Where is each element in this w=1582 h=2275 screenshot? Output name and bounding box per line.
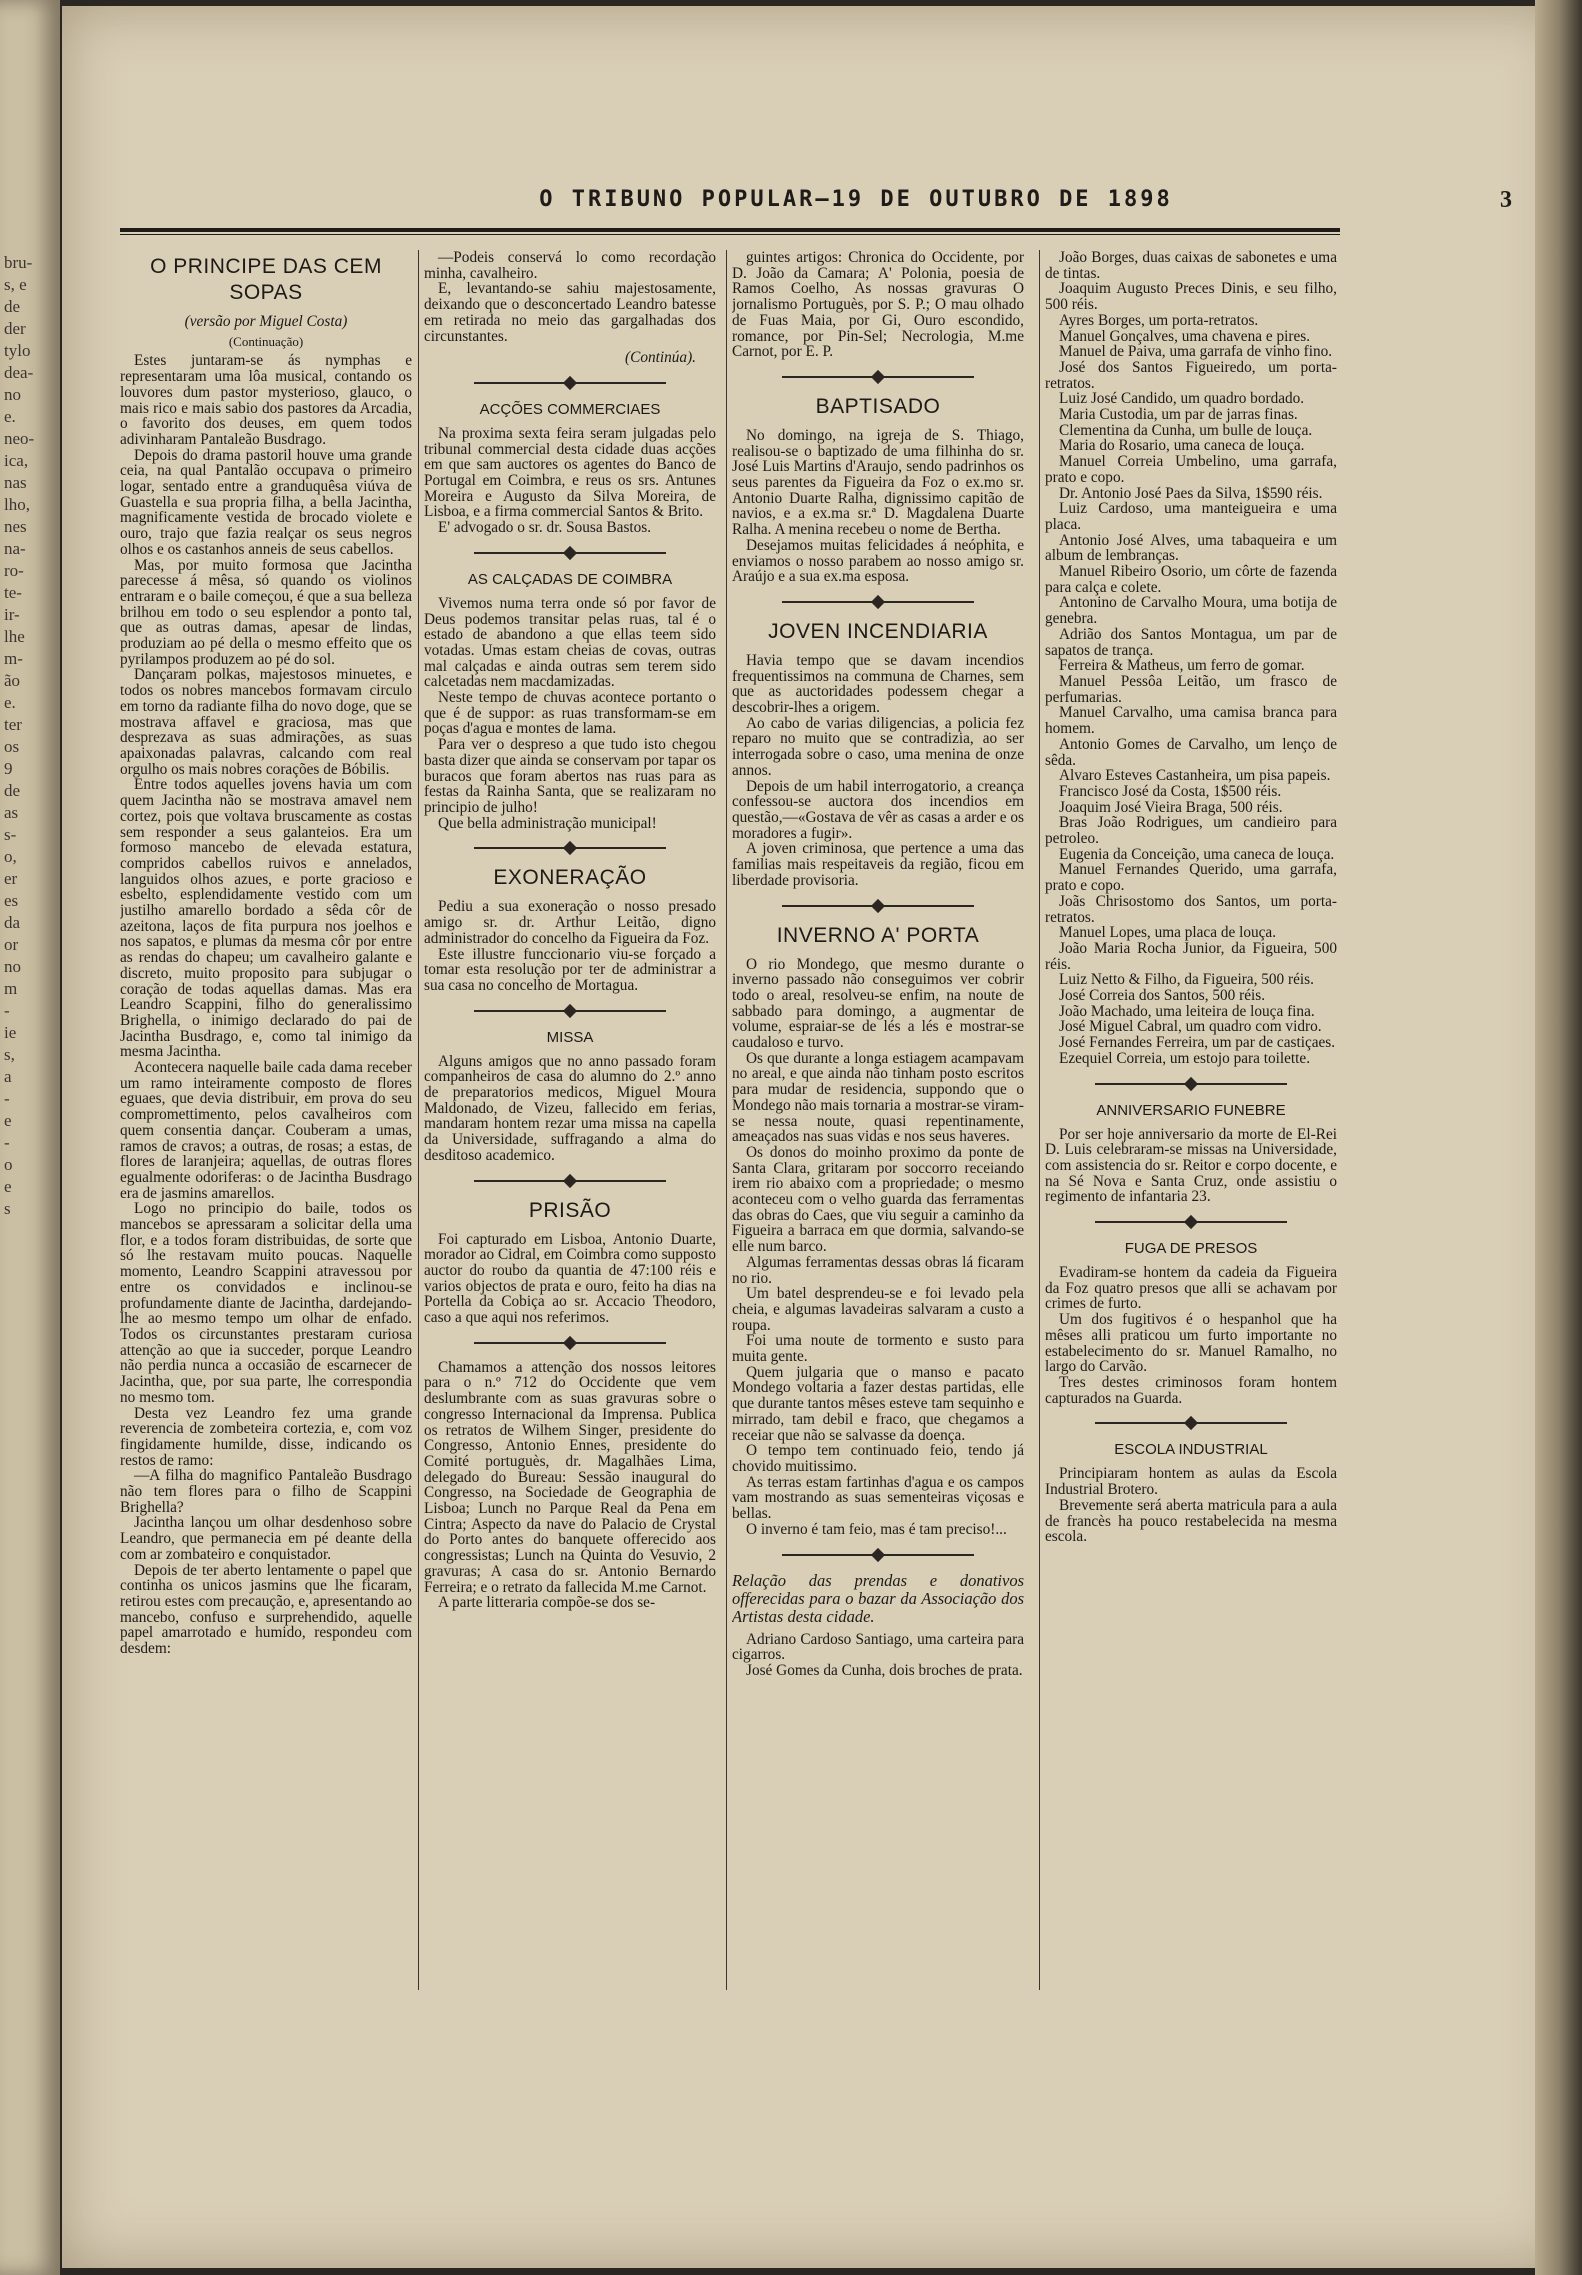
section-heading: MISSA — [546, 1028, 594, 1046]
donation-list — [1045, 250, 1337, 1067]
paragraph: Chamamos a attenção dos nossos leitores para o n.º 712 do Occidente que vem deslumbrante com as suas gravuras sobre o congresso Internacional da Imprensa. Publica os retratos de Wilhem Singer, presidente do Congresso, Antonio Ennes, presidente do Comité portuguès, dr. Magalhães Lima, delegado do Bureau: Sessão inaugural do Congresso, na Sociedade de Geographia de Lisboa; Lunch no Parque Real da Pena em Cintra; Aspecto da nave do Palacio de Crystal do Porto antes do banquete offerecido aos congressistas; Lunch na Quinta do Vesuvio, 2 gravuras; A casa do sr. Antonio Bernardo Ferreira; e o retrato da fallecida M.me Carnot. — [424, 1358, 716, 1596]
page-edge-shadow — [1535, 0, 1582, 2275]
section-heading: FUGA DE PRESOS — [1124, 1240, 1258, 1258]
paragraph: Antonio José Alves, uma tabaqueira e um album de lembranças. — [1045, 531, 1337, 565]
previous-page-edge — [0, 0, 60, 2275]
edge-fragment: lho, — [4, 495, 30, 514]
paragraph: O tempo tem continuado feio, tendo já chovido muitissimo. — [732, 1442, 1024, 1475]
edge-fragment: s, — [4, 1045, 15, 1064]
column-4 — [1045, 250, 1337, 1990]
paragraph: Ao cabo de varias diligencias, a policia fez reparo no muito que se contradizia, ao ser interrogada sobre o caso, uma menina de onze annos. — [732, 714, 1024, 779]
article-body — [120, 353, 412, 1656]
paragraph: Desta vez Leandro fez uma grande reverencia de zombeteira cortezia, e, com voz fingidamente humilde, disse, indicando os restos de ramo: — [120, 1404, 412, 1469]
paragraph: Que bella administração municipal! — [438, 814, 657, 832]
masthead-rule — [120, 228, 1340, 232]
paragraph: Entre todos aquelles jovens havia um com quem Jacintha não se mostrava amavel nem cortez, pois que voltava bruscamente as costas sem responder a seus galanteios. Era um formoso mancebo de elevada estatura, compridos cabellos ruivos e annelados, languidos olhos azues, e porte gracioso e esbelto, esplendidamente vestido com um justilho amarello bordado a sêda côr de azeitona, laços de fita purpura nos joelhos e nos sapatos, e plumas da mesma côr por entre as rendas do chapeu; um cavalheiro galante e discreto, muito proposito para subjugar o coração de todas aquellas damas. Mas era Leandro Scappini, filho do generalissimo Brighella, o inimigo declarado do pai de Jacintha Busdrago, e, como tal inimigo da mesma Jacintha. — [120, 776, 412, 1061]
edge-fragment: da — [4, 913, 21, 932]
paragraph: Vivemos numa terra onde só por favor de Deus podemos transitar pelas ruas, tal é o estado de abandono a que ellas teem sido votadas. Umas estam cheias de covas, outras mal calçadas e ainda outras sem terem sido calcetadas nem macdamizadas. — [424, 594, 716, 691]
edge-fragment: te- — [4, 583, 22, 602]
section-heading: ACÇÕES COMMERCIAES — [479, 400, 661, 418]
edge-fragment: e. — [4, 407, 16, 426]
section-heading: JOVEN INCENDIARIA — [768, 619, 988, 643]
paragraph: Brevemente será aberta matricula para a aula de francès ha pouco restabelecida na mesma escola. — [1045, 1496, 1337, 1546]
section-heading: ANNIVERSARIO FUNEBRE — [1096, 1101, 1286, 1119]
paragraph: Luiz Cardoso, uma manteigueira e uma placa. — [1045, 500, 1337, 533]
section-body — [424, 1232, 716, 1326]
section-divider — [474, 841, 666, 855]
section-heading: EXONERAÇÃO — [493, 866, 647, 890]
section-divider — [782, 899, 974, 913]
section-body — [732, 957, 1024, 1538]
paragraph: Os donos do moinho proximo da ponte de Santa Clara, gritaram por soccorro receiando irem rio abaixo com a propriedade; o mesmo aconteceu com o velho guarda das ferramentas das obras do Caes, que viu seguir a caminho da Figueira a barraca em que dormia, salvando-se elle num barco. — [732, 1143, 1024, 1256]
paragraph: Bras João Rodrigues, um candieiro para petroleo. — [1045, 814, 1337, 848]
section-heading: INVERNO A' PORTA — [776, 923, 980, 947]
column-3 — [732, 250, 1024, 1990]
section-divider — [1095, 1416, 1287, 1430]
paragraph: Depois de um habil interrogatorio, a creança confessou-se auctora dos incendios em questão,—«Gostava de vêr as casas a arder e os moradores a fugir». — [732, 777, 1024, 842]
edge-fragment: de — [4, 781, 21, 800]
paragraph: Os que durante a longa estiagem acampavam no areal, e que ainda não tinham posto escritos para mudar de residencia, suppondo que o Mondego não mais tornaria a mostrar-se viram-se nessa noute, quasi repentinamente, ameaçados nas suas vidas e nos seus haveres. — [732, 1049, 1024, 1146]
paragraph: José Correia dos Santos, 500 réis. — [1059, 987, 1266, 1005]
paragraph: Ezequiel Correia, um estojo para toilette. — [1059, 1049, 1311, 1067]
paragraph: Para ver o despreso a que tudo isto chegou basta dizer que ainda se conservam por tapar os buracos que foram abertos nas ruas para as festas da Rainha Santa, que se realizaram no principio de julho! — [424, 736, 716, 816]
paragraph: Jacintha lançou um olhar desdenhoso sobre Leandro, que permanecia em pé deante della com ar zombateiro e conquistador. — [120, 1514, 412, 1563]
edge-fragment: e. — [4, 693, 16, 712]
column-divider — [1039, 250, 1040, 1990]
paragraph: João Machado, uma leiteira de louça fina. — [1059, 1002, 1315, 1020]
paragraph: José dos Santos Figueiredo, um porta-retratos. — [1045, 358, 1337, 392]
section-heading: PRISÃO — [528, 1198, 612, 1222]
section-divider — [474, 546, 666, 560]
paragraph: Clementina da Cunha, um bulle de louça. — [1059, 421, 1313, 439]
section-body — [424, 1054, 716, 1164]
section-body — [732, 653, 1024, 889]
section-divider — [782, 370, 974, 384]
paragraph: Havia tempo que se davam incendios frequentissimos na communa de Charnes, sem que as auctoridades podessem chegar a descobrir-lhes a origem. — [732, 651, 1024, 717]
paragraph: Neste tempo de chuvas acontece portanto o que é de suppor: as ruas transformam-se em poças d'agua e montes de lama. — [424, 689, 716, 738]
edge-fragment: bru- — [4, 253, 33, 272]
paragraph: Francisco José da Costa, 1$500 réis. — [1059, 782, 1282, 800]
paragraph: Adriano Cardoso Santiago, uma carteira para cigarros. — [732, 1630, 1024, 1664]
paragraph: guintes artigos: Chronica do Occidente, por D. João da Camara; A' Polonia, poesia de Ramos Coelho, As nossas gravuras O jornalismo Portuguès, por S. P.; O mau olhado de Fuas Maia, por Gi, Ouro escondido, romance, por Pin-Sel; Necrologia, M.me Carnot, por E. P. — [732, 250, 1024, 361]
paragraph: Um dos fugitivos é o hespanhol que ha mêses alli praticou um furto importante no estabelecimento do sr. Manuel Ramalho, no largo do Carvão. — [1045, 1311, 1337, 1376]
edge-fragment: ir- — [4, 605, 20, 624]
page-number: 3 — [1500, 187, 1512, 213]
paragraph: Adrião dos Santos Montagua, um par de sapatos de trança. — [1045, 625, 1337, 659]
edge-fragment: ro- — [4, 561, 24, 580]
section-divider — [474, 1336, 666, 1350]
continua-note: (Continúa). — [625, 349, 696, 367]
paragraph: Este illustre funccionario viu-se forçado a tomar esta resolução por ter de administrar a sua casa no concelho de Mortagua. — [424, 945, 716, 994]
section-body — [424, 1360, 716, 1611]
article-body — [424, 250, 716, 344]
edge-fragment: no — [4, 385, 21, 404]
paragraph: João Borges, duas caixas de sabonetes e uma de tintas. — [1045, 250, 1337, 282]
edge-fragment: s- — [4, 825, 17, 844]
masthead-title: O TRIBUNO POPULAR—19 DE OUTUBRO DE 1898 — [539, 187, 1173, 212]
masthead-rule-thin — [120, 234, 1340, 235]
paragraph: Na proxima sexta feira seram julgadas pelo tribunal commercial desta cidade duas acções em que sam auctores os agentes do Banco de Portugal em Coimbra, e reus os srs. Antunes Moreira e Augusto da Silva Moreira, de Lisboa, e a firma commercial Santos & Brito. — [424, 424, 716, 521]
paragraph: Joãs Chrisostomo dos Santos, um porta-retratos. — [1045, 892, 1337, 926]
section-heading-italic: Relação das prendas e donativos offerecidas para o bazar da Associação dos Artistas desta cidade. — [732, 1570, 1024, 1626]
paragraph: Manuel Pessôa Leitão, um frasco de perfumarias. — [1045, 672, 1337, 706]
article-body — [732, 250, 1024, 360]
section-divider — [474, 1004, 666, 1018]
paragraph: Dr. Antonio José Paes da Silva, 1$590 réis. — [1059, 484, 1323, 502]
edge-fragment: s, e — [4, 275, 27, 294]
paragraph: Joaquim Augusto Preces Dinis, e seu filho, 500 réis. — [1045, 280, 1337, 314]
paragraph: João Maria Rocha Junior, da Figueira, 500 réis. — [1045, 939, 1337, 973]
paragraph: E' advogado o sr. dr. Sousa Bastos. — [438, 519, 652, 537]
section-body — [424, 899, 716, 993]
edge-fragment: - — [4, 1089, 10, 1108]
section-body — [1045, 1127, 1337, 1206]
edge-fragment: ie — [4, 1023, 17, 1042]
edge-fragment: dea- — [4, 363, 34, 382]
paragraph: E, levantando-se sahiu majestosamente, deixando que o desconcertado Leandro batesse em retirada no meio das gargalhadas dos circunstantes. — [424, 280, 716, 345]
edge-fragment: er — [4, 869, 18, 888]
paragraph: O rio Mondego, que mesmo durante o inverno passado não conseguimos ver cobrir todo o areal, resolveu-se enfim, na noute de sabbado para domingo, a augmentar de volume, espraiar-se de lés a lés e mostrar-se caudaloso e turvo. — [732, 955, 1024, 1052]
section-divider — [474, 1174, 666, 1188]
edge-fragment: os — [4, 737, 20, 756]
paragraph: Maria Custodia, um par de jarras finas. — [1059, 406, 1298, 424]
paragraph: Algumas ferramentas dessas obras lá ficaram no rio. — [732, 1253, 1024, 1287]
paragraph: Foi capturado em Lisboa, Antonio Duarte, morador ao Cidral, em Coimbra como supposto auctor do roubo da quantia de 47:100 réis e varios objectos de prata e ouro, feito ha dias na Portella da Cobiça ao sr. Accacio Theodoro, caso a que aqui nos referimos. — [424, 1230, 716, 1327]
section-divider — [782, 1548, 974, 1562]
paragraph: A joven criminosa, que pertence a uma das familias mais respeitaveis da região, ficou em liberdade provisoria. — [732, 840, 1024, 889]
paragraph: Alvaro Esteves Castanheira, um pisa papeis. — [1059, 767, 1331, 785]
paragraph: Antonio Gomes de Carvalho, um lenço de sêda. — [1045, 735, 1337, 769]
section-body — [424, 596, 716, 832]
edge-fragment: nas — [4, 473, 27, 492]
edge-fragment: es — [4, 891, 19, 910]
paragraph: A parte litteraria compõe-se dos se- — [438, 1594, 656, 1612]
paragraph: Depois de ter aberto lentamente o papel que continha os unicos jasmins que lhe ficaram, retirou estes com precaução, e, apresentando ao mancebo, confuso e surprehendido, aquelle papel amarrotado e humido, respondeu com desdem: — [120, 1561, 412, 1658]
edge-fragment: na- — [4, 539, 26, 558]
edge-fragment: ão — [4, 671, 21, 690]
column-divider — [418, 250, 419, 1990]
paragraph: Estes juntaram-se ás nymphas e representaram uma lôa musical, contando os louvores dum pastor mysterioso, glauco, o mais rico e mais sabio dos pastores da Arcadia, o favorito dos deuses, em quem todos adivinharam Pantaleão Busdrago. — [120, 352, 412, 448]
paragraph: Manuel Fernandes Querido, uma garrafa, prato e copo. — [1045, 861, 1337, 895]
paragraph: Maria do Rosario, uma caneca de louça. — [1059, 437, 1305, 455]
paragraph: Manuel de Paiva, uma garrafa de vinho fino. — [1059, 343, 1333, 361]
edge-fragment: ter — [4, 715, 22, 734]
column-1 — [120, 250, 412, 1990]
section-heading: AS CALÇADAS DE COIMBRA — [467, 570, 673, 588]
paragraph: Antonino de Carvalho Moura, uma botija de genebra. — [1045, 594, 1337, 628]
paragraph: Pediu a sua exoneração o nosso presado amigo sr. dr. Arthur Leitão, digno administrador do concelho da Figueira da Foz. — [424, 898, 716, 947]
edge-fragment: 9 — [4, 759, 13, 778]
edge-fragment: as — [4, 803, 19, 822]
article-subtitle: (versão por Miguel Costa) — [184, 313, 348, 330]
paragraph: Principiaram hontem as aulas da Escola Industrial Brotero. — [1045, 1465, 1337, 1499]
edge-fragment: m — [4, 979, 18, 998]
edge-fragment: tylo — [4, 341, 31, 360]
paragraph: José Gomes da Cunha, dois broches de prata. — [746, 1661, 1023, 1679]
paragraph: Desejamos muitas felicidades á neóphita, e enviamos o nosso parabem ao nosso amigo sr. Araújo e a sua ex.ma esposa. — [732, 536, 1024, 586]
edge-fragment: de — [4, 297, 21, 316]
section-divider — [782, 595, 974, 609]
paragraph: Evadiram-se hontem da cadeia da Figueira da Foz quatro presos que alli se achavam por crimes de furto. — [1045, 1264, 1337, 1313]
paragraph: Eugenia da Conceição, uma caneca de louça. — [1059, 845, 1335, 863]
column-divider — [726, 250, 727, 1990]
article-heading: O PRINCIPE DAS CEM SOPAS — [150, 255, 382, 304]
paragraph: Joaquim José Vieira Braga, 500 réis. — [1059, 798, 1283, 816]
section-divider — [1095, 1215, 1287, 1229]
section-divider — [1095, 1077, 1287, 1091]
continuation-note: (Continuação) — [228, 333, 304, 349]
edge-fragment: o, — [4, 847, 17, 866]
paragraph: Um batel desprendeu-se e foi levado pela cheia, e algumas lavadeiras salvaram a custo a roupa. — [732, 1285, 1024, 1334]
edge-fragment: - — [4, 1001, 10, 1020]
paragraph: As terras estam fartinhas d'agua e os campos vam mostrando as suas sementeiras viçosas e bellas. — [732, 1473, 1024, 1523]
section-heading: ESCOLA INDUSTRIAL — [1114, 1441, 1268, 1459]
paragraph: José Miguel Cabral, um quadro com vidro. — [1059, 1018, 1322, 1036]
section-body — [424, 426, 716, 536]
section-divider — [474, 376, 666, 390]
paragraph: —Podeis conservá lo como recordação minha, cavalheiro. — [424, 250, 716, 282]
paragraph: Tres destes criminosos foram hontem capturados na Guarda. — [1045, 1374, 1337, 1407]
paragraph: Manuel Correia Umbelino, uma garrafa, prato e copo. — [1045, 453, 1337, 486]
paragraph: Quem julgaria que o manso e pacato Mondego voltaria a fazer destas partidas, elle que durante tantos mêses esteve tam sequinho e mirrado, tam debil e fraco, que chegamos a receiar que não se salvasse da doença. — [732, 1363, 1024, 1444]
paragraph: Foi uma noute de tormento e susto para muita gente. — [732, 1332, 1024, 1366]
edge-fragment: a — [4, 1067, 12, 1086]
paragraph: Luiz José Candido, um quadro bordado. — [1059, 390, 1305, 408]
paragraph: —A filha do magnifico Pantaleão Busdrago não tem flores para o filho de Scappini Brighella? — [120, 1467, 412, 1516]
edge-fragment: ica, — [4, 451, 29, 470]
paragraph: Luiz Netto & Filho, da Figueira, 500 réis. — [1059, 971, 1314, 989]
edge-fragment: no — [4, 957, 21, 976]
edge-fragment: or — [4, 935, 19, 954]
section-body — [732, 1632, 1024, 1679]
paragraph: Alguns amigos que no anno passado foram companheiros de casa do alumno do 2.º anno de preparatorios medicos, Miguel Moura Maldonado, de Vizeu, fallecido em ferias, mandaram hontem rezar uma missa na capella da Universidade, suffragando a alma do desditoso academico. — [424, 1052, 716, 1164]
edge-fragment: neo- — [4, 429, 35, 448]
paragraph: Manuel Lopes, uma placa de louça. — [1059, 924, 1277, 942]
edge-fragment: s — [4, 1199, 11, 1218]
edge-fragment: - — [4, 1133, 10, 1152]
paragraph: No domingo, na igreja de S. Thiago, realisou-se o baptizado de uma filhinha do sr. José Luis Martins d'Araujo, sendo padrinhos os seus parentes da Figueira da Foz o ex.mo sr. Antonio Duarte Ralha, dignissimo capitão de navios, e a ex.ma sr.ª D. Magdalena Duarte Ralha. A menina recebeu o nome de Bertha. — [732, 426, 1024, 539]
edge-fragment: e — [4, 1111, 12, 1130]
paragraph: Ayres Borges, um porta-retratos. — [1059, 311, 1259, 329]
paragraph: O inverno é tam feio, mas é tam preciso!... — [746, 1520, 1007, 1538]
paragraph: Dançaram polkas, majestosos minuetes, e todos os nobres mancebos formavam circulo em torno da radiante filha do novo doge, que se mostrava affavel e graciosa, mas que desprezava as suas admirações, as suas apaixonadas palavras, calcando com real orgulho os mais nobres corações de Bóbilis. — [120, 666, 412, 778]
paragraph: Manuel Gonçalves, uma chavena e pires. — [1059, 327, 1311, 345]
paragraph: Mas, por muito formosa que Jacintha parecesse á mêsa, só quando os violinos entraram e o baile começou, é que a sua belleza brilhou em todo o seu esplendor a ponto tal, que as outras damas, apesar de lindas, produziam ao pé della o mesmo effeito que os pyrilampos produzem ao pé do sol. — [120, 556, 412, 668]
edge-fragment: o — [4, 1155, 13, 1174]
paragraph: José Fernandes Ferreira, um par de castiçaes. — [1059, 1034, 1336, 1052]
edge-fragment: der — [4, 319, 26, 338]
edge-fragment: m- — [4, 649, 23, 668]
section-body — [1045, 1466, 1337, 1545]
paragraph: Manuel Carvalho, uma camisa branca para homem. — [1045, 704, 1337, 738]
paragraph: Logo no principio do baile, todos os mancebos se apressaram a solicitar della uma flor, e a todos foram distribuidas, de sorte que só lhe restavam muito poucas. Naquelle momento, Leandro Scappini atravessou por entre os convidados e inclinou-se profundamente diante de Jacintha, dardejando-lhe ao mesmo tempo um olhar de enfado. Todos os circunstantes prestaram curiosa attenção ao que ia succeder, porque Leandro não perdia nunca a occasião de escarnecer de Jacintha, que, por sua parte, lhe correspondia no mesmo tom. — [120, 1200, 412, 1406]
section-heading: BAPTISADO — [815, 394, 941, 418]
section-body — [732, 428, 1024, 585]
section-body — [1045, 1265, 1337, 1406]
column-2 — [424, 250, 716, 1990]
edge-fragment: e — [4, 1177, 12, 1196]
paragraph: Depois do drama pastoril houve uma grande ceia, na qual Pantalão occupava o primeiro logar, sentado entre a granduquêsa viúva de Guastella e sua propria filha, a bella Jacintha, magnificamente vestida de brocado violete e ouro, trajo que fazia realçar os seus negros olhos e os castanhos anneis de seus cabellos. — [120, 446, 412, 558]
edge-fragment: nes — [4, 517, 27, 536]
paragraph: Ferreira & Matheus, um ferro de gomar. — [1059, 657, 1305, 675]
edge-fragment: lhe — [4, 627, 25, 646]
paragraph: Por ser hoje anniversario da morte de El-Rei D. Luis celebraram-se missas na Universidade, com assistencia do sr. Reitor e corpo docente, e na Sé Nova e Santa Cruz, onde assistiu o regimento de infantaria 23. — [1045, 1125, 1337, 1206]
paragraph: Acontecera naquelle baile cada dama receber um ramo inteiramente composto de flores eguaes, que devia distribuir, em prova do seu compromettimento, pelos cavalheiros com quem consentia dançar. Couberam a umas, ramos de cravos; a outras, de rosas; a estas, de flores de laranjeira; aquellas, de outras flores egualmente odoriferas: o de Jacintha Busdrago era de jasmins amarellos. — [120, 1059, 412, 1202]
paragraph: Manuel Ribeiro Osorio, um côrte de fazenda para calça e colete. — [1045, 563, 1337, 596]
